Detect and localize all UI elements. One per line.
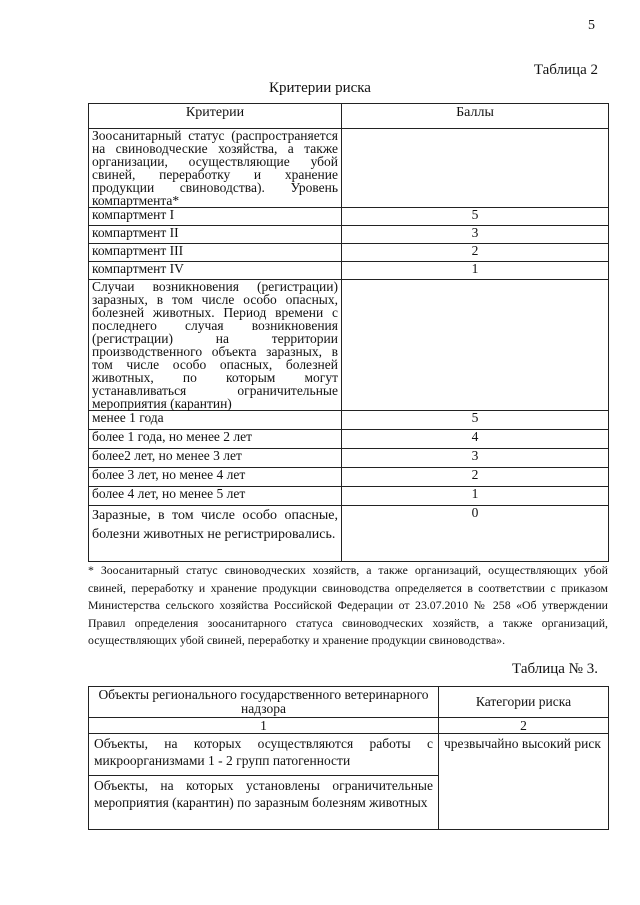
score-cell: 3 [342,226,609,244]
score-cell: 2 [342,468,609,487]
score-cell: 4 [342,430,609,449]
criterion-cell: менее 1 года [89,411,342,430]
table2-label: Таблица 2 [533,62,598,78]
table-row [89,734,609,776]
table2-caption: Критерии риска [269,80,371,96]
table-row [89,449,609,468]
score-cell [342,280,609,411]
score-cell [342,129,609,208]
criterion-cell: Случаи возникновения (регистрации) заразных, в том числе особо опасных, болезней животных. Период времени с последнего случая возникновения (регистрации) на территории производственного объекта заразных, в том числе особо опасных, болезней животных, по которым могут устанавливаться ограничительные мероприятия (карантин) [89,280,342,411]
column-number-row [89,718,609,734]
table3-label: Таблица № 3. [512,661,598,677]
page-number: 5 [588,18,595,33]
table-row [89,411,609,430]
table-row [89,208,609,226]
score-header: Баллы [342,104,609,129]
criterion-cell: Зоосанитарный статус (распространяется на свиноводческие хозяйства, а также организации, осуществляющие убой свиней, переработку и хранение продукции свиноводства). Уровень компартмента* [89,129,342,208]
score-cell: 1 [342,262,609,280]
table-row [89,280,609,411]
table-row [89,468,609,487]
table-row [89,487,609,506]
score-cell: 5 [342,411,609,430]
risk-category-table [88,686,609,830]
score-cell: 2 [342,244,609,262]
criteria-header: Критерии [89,104,342,129]
table-row [89,129,609,208]
object-cell: Объекты, на которых осуществляются работы с микроорганизмами 1 - 2 групп патогенности [89,734,439,776]
column-number-2: 2 [439,718,609,734]
table-row [89,262,609,280]
criterion-cell: более 1 года, но менее 2 лет [89,430,342,449]
objects-header: Объекты регионального государственного ветеринарного надзора [89,687,439,718]
score-cell: 3 [342,449,609,468]
table-row [89,244,609,262]
table-row [89,226,609,244]
footnote: * Зоосанитарный статус свиноводческих хозяйств, а также организаций, осуществляющих убой свиней, переработку и хранение продукции свиноводства определяется в соответствии с приказом Министерства сельского хозяйства Российской Федерации от 23.07.2010 № 258 «Об утверждении Правил определения зоосанитарного статуса свиноводческих хозяйств, а также организаций, осуществляющих убой свиней, переработку и хранение продукции свиноводства». [88,563,608,647]
table-row [89,430,609,449]
criterion-cell: Заразные, в том числе особо опасные, болезни животных не регистрировались. [89,506,342,562]
score-cell: 1 [342,487,609,506]
criterion-cell: более 3 лет, но менее 4 лет [89,468,342,487]
score-cell: 5 [342,208,609,226]
criterion-cell: компартмент II [89,226,342,244]
risk-criteria-table [88,103,609,562]
criterion-cell: более 4 лет, но менее 5 лет [89,487,342,506]
object-cell: Объекты, на которых установлены ограничительные мероприятия (карантин) по заразным болезням животных [89,776,439,830]
score-cell: 0 [342,506,609,562]
table-row [89,506,609,562]
criterion-cell: компартмент IV [89,262,342,280]
category-cell: чрезвычайно высокий риск [439,734,609,830]
criterion-cell: более2 лет, но менее 3 лет [89,449,342,468]
criterion-cell: компартмент III [89,244,342,262]
criterion-cell: компартмент I [89,208,342,226]
table-header-row [89,104,609,129]
column-number-1: 1 [89,718,439,734]
category-header: Категории риска [439,687,609,718]
table-header-row [89,687,609,718]
